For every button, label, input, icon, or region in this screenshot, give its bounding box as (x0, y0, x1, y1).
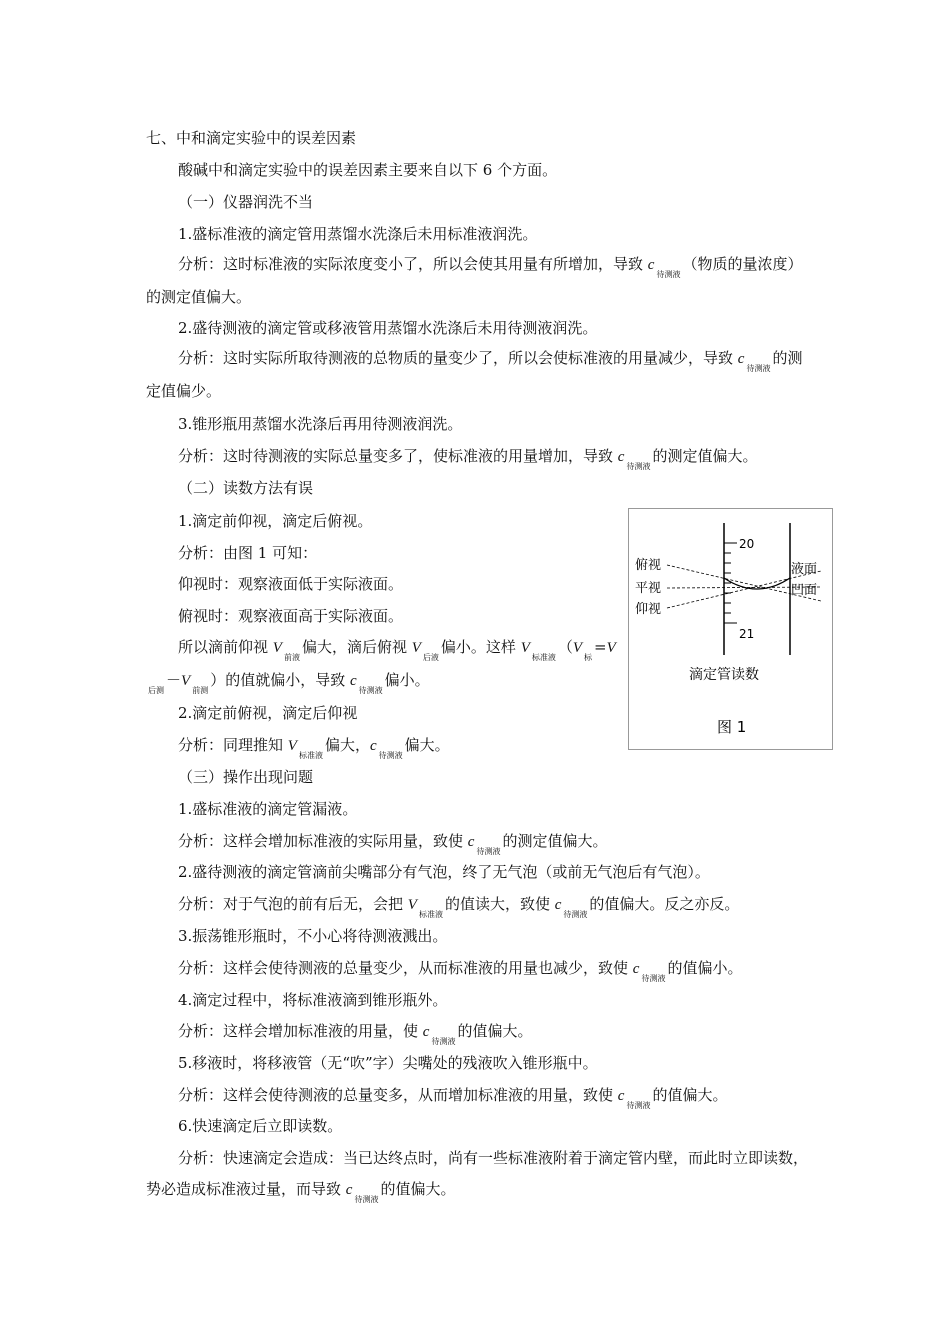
g3-item4-analysis: 分析：这样会增加标准液的用量，使 $c_{待测液}$的值偏大。 (178, 1022, 533, 1046)
g3-item5-analysis: 分析：这样会使待测液的总量变多，从而增加标准液的用量，致使 $c_{待测液}$的值偏大。 (178, 1086, 728, 1110)
g2-item1-title: 1.滴定前仰视，滴定后俯视。 (178, 512, 373, 530)
group3-heading: （三）操作出现问题 (178, 768, 314, 786)
g2-item1-analysis-c: 俯视时：观察液面高于实际液面。 (178, 607, 404, 625)
g3-item4-title: 4.滴定过程中，将标准液滴到锥形瓶外。 (178, 991, 448, 1009)
g1-item1-title: 1.盛标准液的滴定管用蒸馏水洗涤后未用标准液润洗。 (178, 225, 538, 243)
g1-item2-title: 2.盛待测液的滴定管或移液管用蒸馏水洗涤后未用待测液润洗。 (178, 319, 598, 337)
intro-paragraph: 酸碱中和滴定实验中的误差因素主要来自以下 6 个方面。 (178, 161, 558, 179)
g3-item1-title: 1.盛标准液的滴定管漏液。 (178, 800, 358, 818)
g3-item3-analysis: 分析：这样会使待测液的总量变少，从而标准液的用量也减少，致使 $c_{待测液}$的值偏小。 (178, 959, 743, 983)
group1-heading: （一）仪器润洗不当 (178, 193, 314, 211)
g2-item2-analysis: 分析：同理推知 $V_{标准液}$偏大，$c_{待测液}$偏大。 (178, 736, 450, 760)
g1-item2-analysis: 分析：这时实际所取待测液的总物质的量变少了，所以会使标准液的用量减少，导致 $c_{待测液}$的测定值偏少。 (146, 349, 803, 400)
tick-label-21: 21 (739, 627, 755, 641)
burette-diagram (629, 509, 832, 749)
label-yemian: 液面 (791, 562, 818, 577)
g2-item1-analysis-b: 仰视时：观察液面低于实际液面。 (178, 575, 404, 593)
tick-label-20: 20 (739, 537, 755, 551)
g1-item1-analysis: 分析：这时标准液的实际浓度变小了，所以会使其用量有所增加，导致 $c_{待测液}$（物质的量浓度）的测定值偏大。 (146, 255, 803, 306)
figure-caption: 滴定管读数 (689, 667, 759, 683)
g1-item3-analysis: 分析：这时待测液的实际总量变多了，使标准液的用量增加，导致 $c_{待测液}$的测定值偏大。 (178, 447, 758, 471)
g3-item6-title: 6.快速滴定后立即读数。 (178, 1117, 343, 1135)
label-pingshi: 平视 (635, 581, 662, 596)
g3-item6-analysis: 分析：快速滴定会造成：当已达终点时，尚有一些标准液附着于滴定管内壁，而此时立即读数，势必造成标准液过量，而导致 $c_{待测液}$的值偏大。 (146, 1149, 809, 1204)
label-fushi: 俯视 (635, 558, 662, 573)
burette-reading-figure (628, 508, 833, 750)
g3-item1-analysis: 分析：这样会增加标准液的实际用量，致使 $c_{待测液}$的测定值偏大。 (178, 832, 608, 856)
burette-scale-ticks (724, 543, 737, 623)
figure-number: 图 1 (717, 718, 747, 736)
label-yangshi: 仰视 (635, 602, 662, 617)
label-aomian: 凹面 (791, 583, 818, 598)
g1-item3-title: 3.锥形瓶用蒸馏水洗涤后再用待测液润洗。 (178, 415, 463, 433)
g2-item1-analysis-a: 分析：由图 1 可知： (178, 544, 318, 562)
g3-item2-analysis: 分析：对于气泡的前有后无，会把 $V_{标准液}$的值读大，致使 $c_{待测液}$的值偏大。反之亦反。 (178, 895, 740, 919)
g3-item5-title: 5.移液时，将移液管（无“吹”字）尖嘴处的残液吹入锥形瓶中。 (178, 1054, 598, 1072)
g3-item3-title: 3.振荡锥形瓶时，不小心将待测液溅出。 (178, 927, 448, 945)
section-title: 七、中和滴定实验中的误差因素 (146, 129, 357, 147)
group2-heading: （二）读数方法有误 (178, 479, 314, 497)
g2-item2-title: 2.滴定前俯视，滴定后仰视 (178, 704, 358, 722)
g2-item1-analysis-d: 所以滴前仰视 $V_{前液}$偏大，滴后俯视 $V_{后液}$偏小。这样 $V_{标准液}(V_标=V_{后测}-V_{前测})$的值就偏小，导致 $c_{待测液}$偏小。 (148, 638, 616, 695)
g3-item2-title: 2.盛待测液的滴定管滴前尖嘴部分有气泡，终了无气泡（或前无气泡后有气泡）。 (178, 863, 710, 881)
